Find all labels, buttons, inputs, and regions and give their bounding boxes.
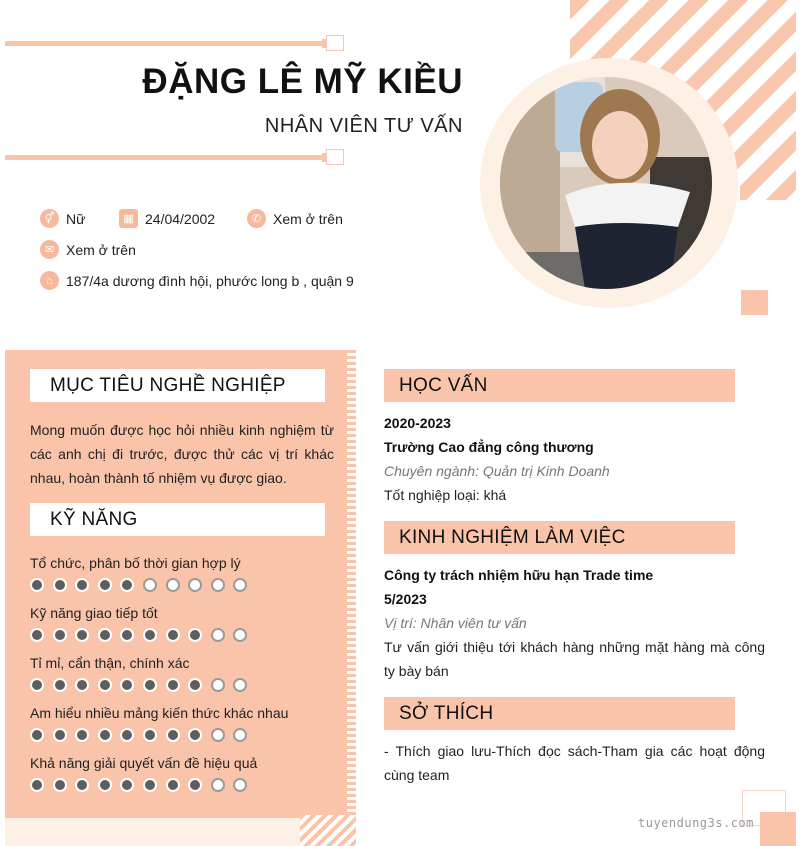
hobbies-heading: SỞ THÍCH (384, 697, 735, 730)
education-period: 2020-2023 (384, 415, 451, 431)
education-heading: HỌC VẤN (384, 369, 735, 402)
decorative-hatch (300, 815, 356, 846)
rating-dot-filled (53, 628, 67, 642)
phone-icon: ✆ (247, 209, 266, 228)
rating-dot-empty (188, 578, 202, 592)
job-title: NHÂN VIÊN TƯ VẤN (264, 115, 463, 137)
rating-dot-empty (233, 728, 247, 742)
rating-dot-filled (143, 778, 157, 792)
rating-dot-filled (30, 578, 44, 592)
rating-dot-filled (53, 578, 67, 592)
decorative-square (760, 812, 796, 846)
rating-dot-empty (233, 778, 247, 792)
skill-name: Khả năng giải quyết vấn đề hiệu quả (30, 755, 258, 771)
rating-dot-empty (211, 728, 225, 742)
skill-name: Kỹ năng giao tiếp tốt (30, 605, 158, 621)
skill-rating (30, 628, 256, 642)
rating-dot-empty (233, 678, 247, 692)
education-major: Chuyên ngành: Quản trị Kinh Doanh (384, 463, 610, 479)
rating-dot-filled (98, 578, 112, 592)
rating-dot-filled (98, 678, 112, 692)
experience-position: Vị trí: Nhân viên tư vấn (384, 615, 527, 631)
info-gender: ⚥ Nữ (40, 209, 85, 228)
avatar (500, 77, 712, 289)
rating-dot-filled (166, 678, 180, 692)
skill-rating (30, 578, 256, 592)
skills-heading: KỸ NĂNG (30, 503, 325, 536)
rating-dot-empty (143, 578, 157, 592)
rating-dot-filled (75, 778, 89, 792)
rating-dot-filled (188, 628, 202, 642)
decorative-square (326, 149, 344, 165)
rating-dot-filled (53, 728, 67, 742)
objective-text: Mong muốn được học hỏi nhiều kinh nghiệm từ các anh chị đi trước, được thử các vị trí khác nhau, hoàn thành tố nhiệm vụ được giao. (30, 422, 334, 486)
rating-dot-empty (233, 578, 247, 592)
watermark: tuyendung3s.com (638, 816, 754, 830)
rating-dot-filled (75, 628, 89, 642)
rating-dot-filled (120, 778, 134, 792)
rating-dot-filled (120, 678, 134, 692)
skill-name: Tổ chức, phân bố thời gian hợp lý (30, 555, 241, 571)
rating-dot-filled (120, 578, 134, 592)
rating-dot-filled (30, 728, 44, 742)
info-email: ✉ Xem ở trên (40, 240, 136, 259)
rating-dot-empty (211, 628, 225, 642)
experience-company: Công ty trách nhiệm hữu hạn Trade time (384, 567, 654, 583)
rating-dot-filled (30, 778, 44, 792)
decorative-square (741, 290, 768, 315)
rating-dot-filled (120, 728, 134, 742)
education-grade: Tốt nghiệp loại: khá (384, 487, 507, 503)
rating-dot-filled (98, 728, 112, 742)
rating-dot-filled (53, 678, 67, 692)
rating-dot-filled (75, 728, 89, 742)
decorative-line (5, 41, 325, 46)
rating-dot-filled (143, 678, 157, 692)
hobbies-text: - Thích giao lưu-Thích đọc sách-Tham gia các hoạt động cùng team (384, 743, 765, 783)
rating-dot-empty (233, 628, 247, 642)
rating-dot-filled (30, 678, 44, 692)
skill-rating (30, 778, 256, 792)
gender-icon: ⚥ (40, 209, 59, 228)
rating-dot-filled (188, 728, 202, 742)
skill-name: Tỉ mỉ, cẩn thận, chính xác (30, 655, 190, 671)
rating-dot-filled (166, 628, 180, 642)
rating-dot-filled (120, 628, 134, 642)
rating-dot-filled (30, 628, 44, 642)
skill-rating (30, 678, 256, 692)
info-address: ⌂ 187/4a dương đình hội, phước long b , quận 9 (40, 271, 354, 290)
candidate-name: ĐẶNG LÊ MỸ KIỀU (142, 62, 463, 101)
rating-dot-empty (166, 578, 180, 592)
rating-dot-filled (143, 628, 157, 642)
home-icon: ⌂ (40, 271, 59, 290)
rating-dot-empty (211, 778, 225, 792)
objective-heading: MỤC TIÊU NGHỀ NGHIỆP (30, 369, 325, 402)
skill-rating (30, 728, 256, 742)
rating-dot-filled (53, 778, 67, 792)
info-phone: ✆ Xem ở trên (247, 209, 343, 228)
rating-dot-filled (143, 728, 157, 742)
education-school: Trường Cao đẳng công thương (384, 439, 594, 455)
experience-heading: KINH NGHIỆM LÀM VIỆC (384, 521, 735, 554)
experience-date: 5/2023 (384, 591, 427, 607)
decorative-square (326, 35, 344, 51)
decorative-strip (5, 818, 328, 846)
rating-dot-filled (75, 678, 89, 692)
rating-dot-empty (211, 578, 225, 592)
skill-name: Am hiểu nhiều mảng kiến thức khác nhau (30, 705, 289, 721)
rating-dot-filled (166, 778, 180, 792)
experience-description: Tư vấn giới thiệu tới khách hàng những mặt hàng mà công ty bày bán (384, 639, 765, 679)
rating-dot-filled (98, 628, 112, 642)
rating-dot-filled (98, 778, 112, 792)
rating-dot-filled (75, 578, 89, 592)
rating-dot-filled (188, 678, 202, 692)
decorative-line (5, 155, 325, 160)
info-dob: ▦ 24/04/2002 (119, 209, 215, 228)
rating-dot-empty (211, 678, 225, 692)
calendar-icon: ▦ (119, 209, 138, 228)
rating-dot-filled (188, 778, 202, 792)
rating-dot-filled (166, 728, 180, 742)
email-icon: ✉ (40, 240, 59, 259)
